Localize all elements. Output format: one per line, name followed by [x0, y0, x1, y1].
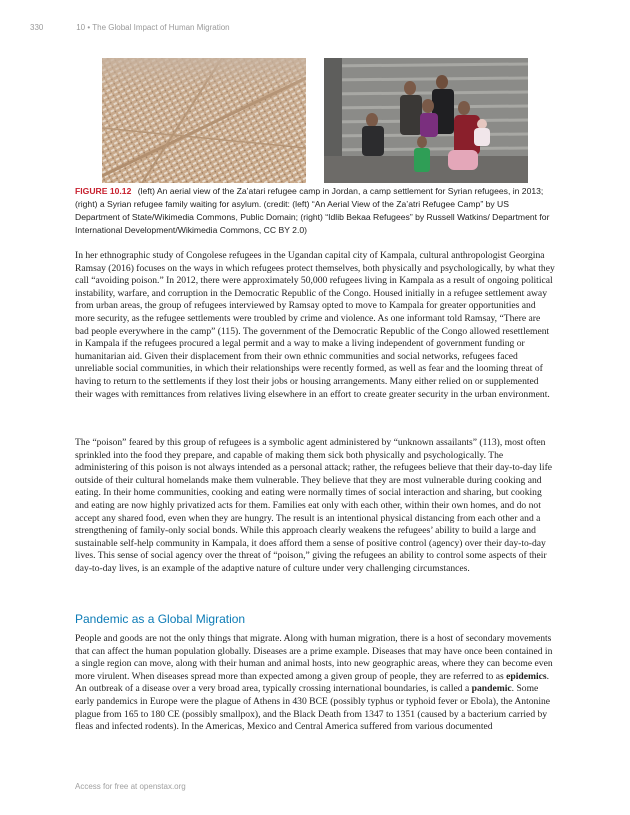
- page-footer[interactable]: Access for free at openstax.org: [75, 782, 186, 791]
- paragraph-2: [75, 437, 556, 576]
- term-pandemic: pandemic: [471, 683, 512, 695]
- paragraph-3-text: [75, 633, 556, 734]
- term-epidemics: epidemics: [506, 670, 547, 682]
- paragraph-1-text: In her ethnographic study of Congolese refugees in the Ugandan capital city of Kampala, cultural anthropologist Georgina Ramsay (2016) focuses on the ways in which refugees protect themselves, both physically and psychologically, by what they call “avoiding poison.” In 2012, there were approximately 50,000 refugees living in Kampala as a result of ongoing political instability, warfare, and corruption in the Democratic Republic of the Congo. Housed initially in a refugee settlement away from urban areas, the group of refugees interviewed by Ramsay opted to move to Kampala for greater opportunities and more security, as the refugee settlements were troubled by crime and violence. As one informant told Ramsay, “There are bad people everywhere in the camp” (115). The government of the Democratic Republic of the Congo allowed resettlement in Kampala if the refugees procured a legal permit and a way to make a living independent of government funding or humanitarian aid. Given their displacement from their own ethnic communities and social networks, refugees faced unreliable social communities, in which their relationships were recently formed, as well as fear and the looming threat of having to return to the settlements if they lost their jobs or housing arrangements. Many either relied on or supplemented their wages with remittances from relatives living elsewhere in an effort to create greater security in the urban environment.: [75, 250, 555, 400]
- aerial-camp-photo: [102, 58, 306, 183]
- figure-label: FIGURE 10.12: [75, 186, 132, 196]
- paragraph-3-part-a: People and goods are not the only things that migrate. Along with human migration, there is a host of secondary movements that can affect the human population globally. Diseases are a prime example. Diseases that may have once been contained in a single region can move, along with their human and animal hosts, into new geographic areas, where they can become even more virulent. When diseases spread more than expected among a given group of people, they are referred to as: [75, 633, 553, 682]
- paragraph-3-part-b: . An outbreak of a disease over a very broad area, typically crossing international boundaries, is called a: [75, 670, 550, 695]
- paragraph-1: [75, 250, 556, 401]
- page-header: [30, 23, 230, 32]
- figure-caption-text: (left) An aerial view of the Za’atari refugee camp in Jordan, a camp settlement for Syrian refugees, in 2013; (right) a Syrian refugee family waiting for asylum. (credit: (left) “An Aerial View of the Za’atri Refugee Camp” by US Department of State/Wikimedia Commons, Public Domain; (right) “Idlib Bekaa Refugees” by Russell Watkins/ Department for International Development/Wikimedia Commons, CC BY 2.0): [75, 186, 550, 235]
- section-heading: Pandemic as a Global Migration: [75, 612, 246, 626]
- page-number: 330: [30, 23, 44, 32]
- paragraph-2-text: The “poison” feared by this group of refugees is a symbolic agent administered by “unknown assailants” (113), most often sprinkled into the food they prepare, and capable of making them sick both physically and psychologically. The administering of this poison is not always intended as a personal attack; rather, the refugees believe that their day-to-day life outside of their cultural homelands make them vulnerable. They believe that they are most vulnerable during cooking and eating. In their home communities, cooking and eating were normally times of social interaction and sharing, but cooking and eating are now highly privatized acts for them. Families eat only with each other, within their own homes, and do not accept any shared food, even when they are hungry. The result is an intentional physical distancing from each other and a strengthening of family-only social bonds. While this approach clearly weakens the refugees’ ability to build a large and sustainable self-help community in Kampala, it does afford them a sense of positive control (agency) over their day-to-day lives. This sense of social agency over the threat of “poison,” giving the refugees an ability to control some aspects of their day-to-day lives, is an example of the adaptive nature of culture under very challenging circumstances.: [75, 437, 553, 574]
- refugee-family-photo: [324, 58, 528, 183]
- paragraph-3: [75, 633, 556, 734]
- figure-caption: [75, 185, 555, 237]
- paragraph-3-part-c: . Some early pandemics in Europe were the plague of Athens in 430 BCE (possibly typhus or typhoid fever or Ebola), the Antonine plague from 165 to 180 CE (possibly smallpox), and the Black Death from 1347 to 1351 (caused by a bacterium carried by fleas and infected rodents). In the Americas, Mexico and Central America suffered from various documented: [75, 683, 551, 733]
- running-title: 10 • The Global Impact of Human Migration: [76, 23, 230, 32]
